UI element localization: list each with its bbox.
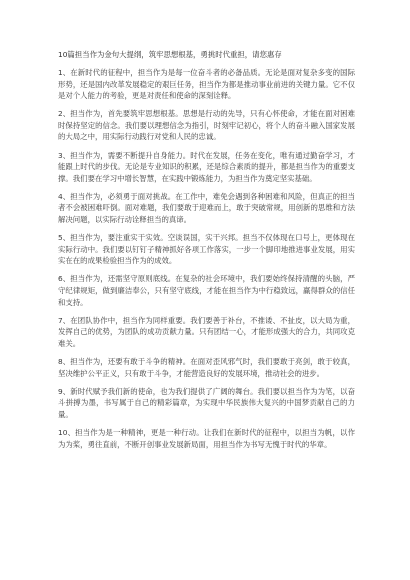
paragraph-6: 6、担当作为，还需坚守原则底线。在复杂的社会环境中，我们要始终保持清醒的头脑，严守纪律规矩，做到廉洁奉公，只有坚守底线，才能在担当作为中行稳致远，赢得群众的信任和支持。 [58,274,355,307]
document-title: 10篇担当作为金句大提纲，筑牢思想根基，勇挑时代重担，请您惠存 [58,50,282,59]
paragraph-3: 3、担当作为，需要不断提升自身能力。时代在发展，任务在变化，唯有通过勤奋学习，才能跟上时代的步伐。无论是专业知识的积累，还是综合素质的提升，都是担当作为的重要支撑。我们要在学习中增长智慧，在实践中锻炼能力，为担当作为奠定坚实基础。 [58,150,355,183]
paragraph-8: 8、担当作为，还要有敢于斗争的精神。在面对歪风邪气时，我们要敢于亮剑，敢于较真，坚决维护公平正义，只有敢于斗争，才能营造良好的发展环境，推动社会的进步。 [58,356,355,378]
paragraph-1: 1、在新时代的征程中，担当作为是每一位奋斗者的必备品质。无论是面对复杂多变的国际形势，还是国内改革发展稳定的艰巨任务，担当作为都是推动事业前进的关键力量。它不仅是对个人能力的考验，更是对责任和使命的深刻诠释。 [58,68,355,101]
document-page [58,48,355,457]
paragraph-5: 5、担当作为，要注重实干实效。空谈误国，实干兴邦。担当不仅体现在口号上，更体现在实际行动中。我们要以钉钉子精神抓好各项工作落实，一步一个脚印地推进事业发展，用实实在在的成果检验担当作为的成效。 [58,233,355,266]
paragraph-9: 9、新时代赋予我们新的使命，也为我们提供了广阔的舞台。我们要以担当作为为笔，以奋斗拼搏为墨，书写属于自己的精彩篇章，为实现中华民族伟大复兴的中国梦贡献自己的力量。 [58,386,355,419]
paragraph-4: 4、担当作为，必须勇于面对挑战。在工作中，难免会遇到各种困难和风险，但真正的担当者不会被困难吓倒。面对难题，我们要敢于迎难而上，敢于突破常规，用创新的思维和方法解决问题，以实际行动诠释担当的真谛。 [58,191,355,225]
paragraph-10: 10、担当作为是一种精神，更是一种行动。让我们在新时代的征程中，以担当为帆，以作为为桨，勇往直前，不断开创事业发展新局面，用担当作为书写无愧于时代的华章。 [58,427,355,449]
paragraph-2: 2、担当作为，首先要筑牢思想根基。思想是行动的先导，只有心怀使命，才能在面对困难时保持坚定的信念。我们要以理想信念为指引，时刻牢记初心，将个人的奋斗融入国家发展的大局之中，用实际行动践行对党和人民的忠诚。 [58,109,355,142]
paragraph-7: 7、在团队协作中，担当作为同样重要。我们要善于补台，不推诿、不扯皮，以大局为重，发挥自己的优势，为团队的成功贡献力量。只有团结一心，才能形成强大的合力，共同攻克难关。 [58,315,355,348]
